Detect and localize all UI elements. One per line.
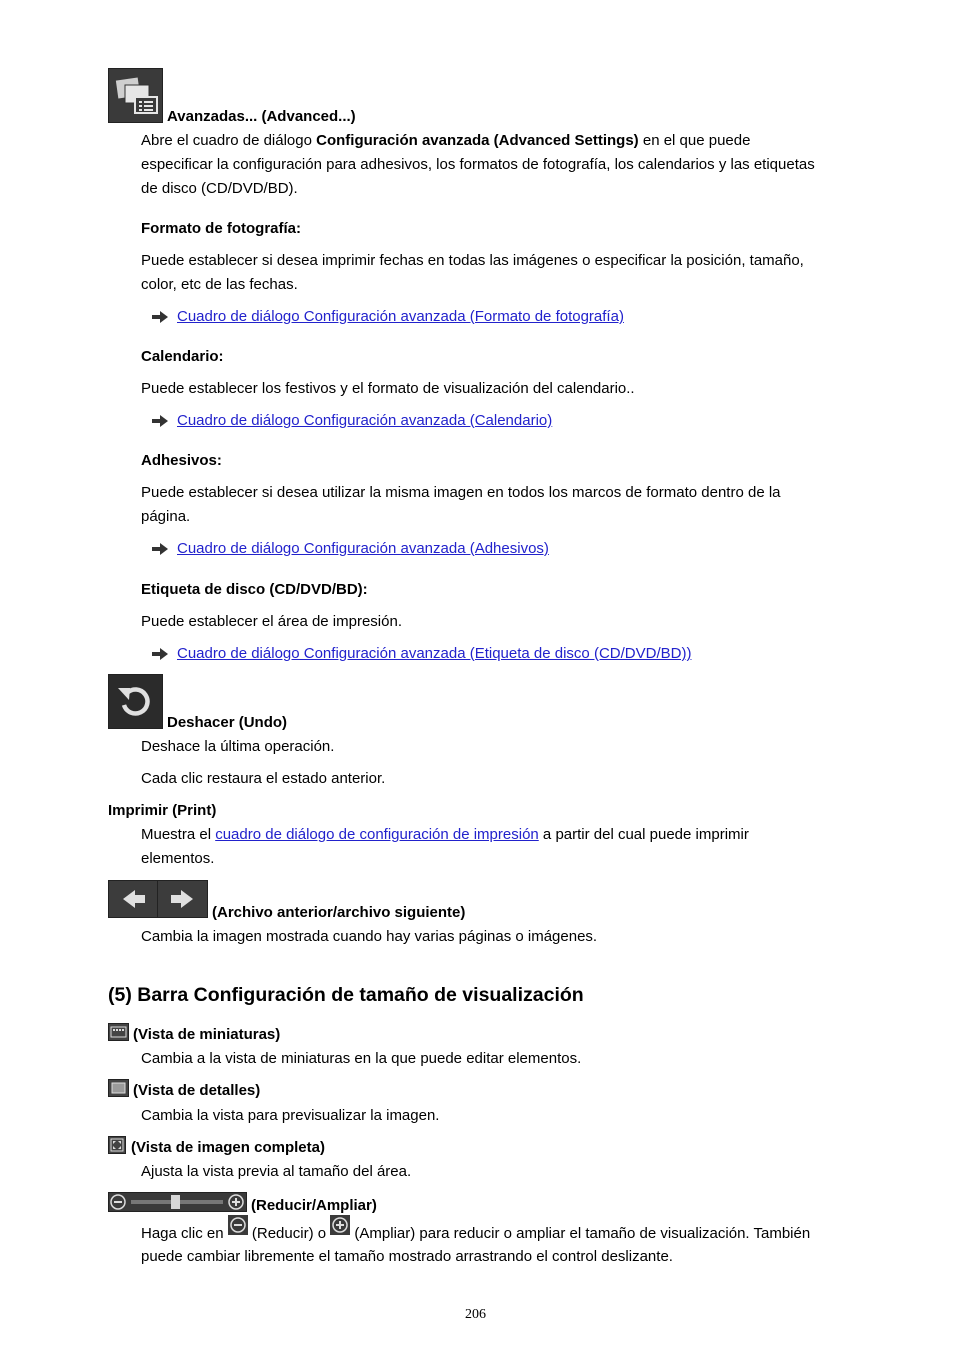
undo-title: Deshacer (Undo) [167,714,288,731]
advanced-desc-part2: en el que puede [638,132,751,149]
stickers-heading: Adhesivos: [141,452,222,469]
full-image-view-line1: Ajusta la vista previa al tamaño del área. [141,1163,412,1180]
calendar-heading: Calendario: [141,348,224,365]
arrow-right-icon [152,543,168,555]
print-description [141,823,749,847]
disc-label-link[interactable]: Cuadro de diálogo Configuración avanzada (Etiqueta de disco (CD/DVD/BD)) [177,645,692,662]
calendar-line1: Puede establecer los festivos y el formato de visualización del calendario.. [141,380,635,397]
details-view-line1: Cambia la vista para previsualizar la imagen. [141,1107,440,1124]
undo-line1: Deshace la última operación. [141,738,335,755]
disc-label-heading: Etiqueta de disco (CD/DVD/BD): [141,581,368,598]
zoom-line2: puede cambiar libremente el tamaño mostrado arrastrando el control deslizante. [141,1248,673,1265]
advanced-desc-line3: de disco (CD/DVD/BD). [141,180,298,197]
zoom-desc-part1: Haga clic en [141,1225,228,1242]
print-title: Imprimir (Print) [108,802,217,819]
stickers-line1: Puede establecer si desea utilizar la misma imagen en todos los marcos de formato dentro de la [141,484,781,501]
thumbnail-view-icon[interactable] [108,1023,129,1041]
advanced-desc-bold: Configuración avanzada (Advanced Settings) [316,132,639,149]
enlarge-icon[interactable] [330,1215,350,1235]
photo-format-link[interactable]: Cuadro de diálogo Configuración avanzada (Formato de fotografía) [177,308,624,325]
photo-format-line1: Puede establecer si desea imprimir fechas en todas las imágenes o especificar la posición, tamaño, [141,252,804,269]
arrow-right-icon [152,311,168,323]
full-image-view-title: (Vista de imagen completa) [131,1139,325,1156]
print-line2: elementos. [141,850,215,867]
file-nav-line1: Cambia la imagen mostrada cuando hay varias páginas o imágenes. [141,928,598,945]
advanced-desc-part1: Abre el cuadro de diálogo [141,132,317,149]
undo-icon[interactable] [108,674,163,729]
thumbnail-view-title: (Vista de miniaturas) [133,1026,281,1043]
advanced-desc-line2: especificar la configuración para adhesivos, los formatos de fotografía, los calendarios y las etiquetas [141,156,815,173]
calendar-link[interactable]: Cuadro de diálogo Configuración avanzada (Calendario) [177,412,553,429]
reduce-icon[interactable] [228,1215,248,1235]
zoom-desc-enlarge: (Ampliar) para reducir o ampliar el tamaño de visualización. También [350,1225,811,1242]
full-image-view-icon[interactable] [108,1136,126,1154]
disc-label-line1: Puede establecer el área de impresión. [141,613,402,630]
advanced-description [141,129,750,153]
zoom-slider-icon[interactable] [108,1192,247,1212]
stickers-line2: página. [141,508,191,525]
arrow-right-icon [152,648,168,660]
undo-line2: Cada clic restaura el estado anterior. [141,770,386,787]
advanced-settings-icon[interactable] [108,68,163,123]
advanced-title: Avanzadas... (Advanced...) [167,108,356,125]
details-view-icon[interactable] [108,1079,129,1097]
thumbnail-view-line1: Cambia a la vista de miniaturas en la que puede editar elementos. [141,1050,582,1067]
file-nav-title: (Archivo anterior/archivo siguiente) [212,904,466,921]
section-5-title: (5) Barra Configuración de tamaño de visualización [108,984,584,1006]
photo-format-heading: Formato de fotografía: [141,220,301,237]
details-view-title: (Vista de detalles) [133,1082,261,1099]
zoom-title: (Reducir/Ampliar) [251,1197,377,1214]
print-desc-part1: Muestra el [141,826,216,843]
page-number: 206 [465,1307,486,1322]
arrow-right-icon [152,415,168,427]
stickers-link[interactable]: Cuadro de diálogo Configuración avanzada (Adhesivos) [177,540,549,557]
print-settings-link[interactable]: cuadro de diálogo de configuración de impresión [215,826,539,843]
print-desc-part2: a partir del cual puede imprimir [538,826,749,843]
zoom-desc-reduce: (Reducir) o [247,1225,331,1242]
previous-file-icon[interactable] [108,880,158,918]
zoom-description [141,1221,810,1246]
next-file-icon[interactable] [157,880,208,918]
photo-format-line2: color, etc de las fechas. [141,276,298,293]
